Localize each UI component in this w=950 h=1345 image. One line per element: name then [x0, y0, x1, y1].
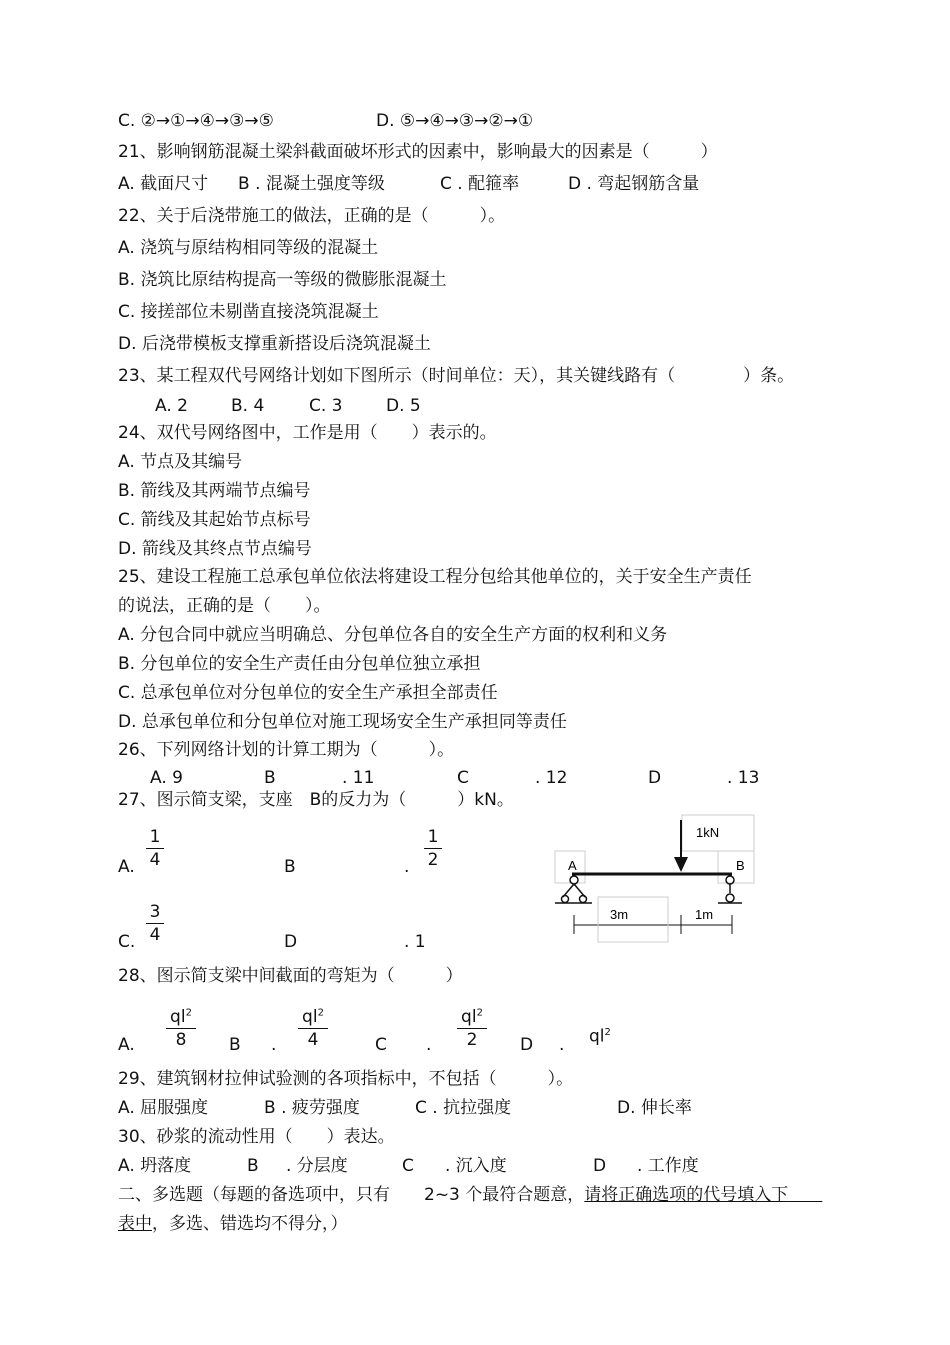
option-a: A. 2 [155, 396, 188, 416]
option-c-dot: . [426, 1035, 432, 1055]
option-d-label: D [520, 1035, 534, 1055]
option-b-label: B [284, 857, 296, 877]
underline-tail [788, 1185, 822, 1205]
option-b: B. 箭线及其两端节点编号 [118, 481, 311, 501]
option-a-fraction [146, 827, 164, 870]
section-heading-text: ，多选、错选均不得分，） [152, 1214, 348, 1234]
option-b: B . 混凝土强度等级 [238, 174, 385, 194]
question-25-cont: 的说法，正确的是（ ）。 [118, 596, 331, 616]
option-d-value [589, 1022, 611, 1048]
fraction-bar [457, 1028, 487, 1029]
option-d-label: D [593, 1156, 607, 1176]
fraction-bar [146, 848, 164, 849]
option-b-fraction [424, 827, 442, 870]
roller-a-right [580, 896, 587, 903]
numerator-text: ql [170, 1006, 186, 1027]
section-heading-underlined: 请将正确选项的代号填入下 [584, 1185, 789, 1205]
exponent: 2 [317, 1007, 324, 1018]
option-a: A. 浇筑与原结构相同等级的混凝土 [118, 238, 379, 258]
section-heading [118, 1184, 822, 1206]
option-c: C . 配箍率 [440, 174, 520, 194]
denominator: 8 [175, 1029, 187, 1050]
option-b: B. 4 [231, 396, 265, 416]
option-d-label: D [648, 768, 662, 788]
exponent: 2 [604, 1027, 611, 1038]
load-arrow-head [674, 857, 688, 872]
simply-supported-beam-figure [550, 812, 760, 947]
numerator: 1 [149, 827, 161, 847]
option-b-label: B [247, 1156, 259, 1176]
numerator [170, 1007, 192, 1027]
option-b: B . 疲劳强度 [264, 1098, 360, 1118]
option-a-label: A. [118, 857, 135, 877]
question-29: 29、建筑钢材拉伸试验测的各项指标中，不包括（ ）。 [118, 1069, 574, 1089]
roller-b [726, 894, 734, 902]
denominator: 2 [466, 1029, 478, 1050]
option-d: D. 箭线及其终点节点编号 [118, 539, 312, 559]
question-24: 24、双代号网络图中，工作是用（ ）表示的。 [118, 423, 497, 443]
section-heading-text: 二、多选题（每题的备选项中，只有 2~3 个最符合题意， [118, 1185, 585, 1205]
option-a-fraction [166, 1003, 196, 1050]
fraction-bar [146, 923, 164, 924]
option-a: A. 坍落度 [118, 1156, 192, 1176]
option-d-value: . 1 [404, 932, 426, 952]
option-b-dot: . [404, 857, 410, 877]
option-a-label: A. [118, 1035, 135, 1055]
option-b: B. 浇筑比原结构提高一等级的微膨胀混凝土 [118, 270, 447, 290]
option-c: C. 总承包单位对分包单位的安全生产承担全部责任 [118, 683, 498, 703]
option-b-label: B [229, 1035, 241, 1055]
support-b-label: B [736, 858, 745, 873]
option-d-dot: . [559, 1035, 565, 1055]
option-d: D . 弯起钢筋含量 [568, 174, 700, 194]
denominator: 4 [307, 1029, 319, 1050]
question-27: 27、图示简支梁，支座 B的反力为（ ）kN。 [118, 790, 514, 810]
option-c-fraction [457, 1003, 487, 1050]
option-a: A. 分包合同中就应当明确总、分包单位各自的安全生产方面的权利和义务 [118, 625, 668, 645]
fraction-bar [298, 1028, 328, 1029]
span-right-label: 1m [695, 907, 714, 922]
option-b-label: B [264, 768, 276, 788]
exponent: 2 [185, 1007, 192, 1018]
roller-a-left [562, 896, 569, 903]
question-28: 28、图示简支梁中间截面的弯矩为（ ） [118, 966, 463, 986]
numerator: 3 [149, 902, 161, 922]
option-c-label: C [457, 768, 469, 788]
option-c-value: . 12 [535, 768, 568, 788]
option-a: A. 截面尺寸 [118, 174, 209, 194]
denominator: 2 [427, 850, 439, 870]
dim-left-box [598, 897, 668, 942]
question-30: 30、砂浆的流动性用（ ）表达。 [118, 1127, 395, 1147]
option-c: C. 接搓部位未剔凿直接浇筑混凝土 [118, 302, 379, 322]
option-c-fraction [146, 902, 164, 945]
numerator [461, 1007, 483, 1027]
option-b: B. 分包单位的安全生产责任由分包单位独立承担 [118, 654, 481, 674]
option-b-dot: . [271, 1035, 277, 1055]
fraction-bar [424, 848, 442, 849]
option-d: D. ⑤→④→③→②→① [376, 111, 534, 131]
option-d-value: . 工作度 [637, 1156, 699, 1176]
option-b-fraction [298, 1003, 328, 1050]
numerator-text: ql [589, 1026, 605, 1047]
option-d: D. 总承包单位和分包单位对施工现场安全生产承担同等责任 [118, 712, 567, 732]
option-b-value: . 分层度 [286, 1156, 348, 1176]
numerator [302, 1007, 324, 1027]
exponent: 2 [476, 1007, 483, 1018]
denominator: 4 [149, 850, 161, 870]
option-c: C. 箭线及其起始节点标号 [118, 510, 311, 530]
span-left-label: 3m [610, 907, 629, 922]
question-22: 22、关于后浇带施工的做法，正确的是（ ）。 [118, 206, 506, 226]
load-label: 1kN [696, 825, 720, 840]
option-a: A. 屈服强度 [118, 1098, 209, 1118]
option-c-label: C [375, 1035, 387, 1055]
option-a: A. 节点及其编号 [118, 452, 243, 472]
option-c-label: C. [118, 932, 136, 952]
option-c: C . 抗拉强度 [415, 1098, 512, 1118]
numerator: 1 [427, 827, 439, 847]
option-c: C. ②→①→④→③→⑤ [118, 111, 274, 131]
support-a-label: A [568, 858, 577, 873]
option-c-label: C [402, 1156, 414, 1176]
option-d: D. 5 [386, 396, 421, 416]
option-d: D. 后浇带模板支撑重新搭设后浇筑混凝土 [118, 334, 431, 354]
fraction-bar [166, 1028, 196, 1029]
question-26: 26、下列网络计划的计算工期为（ ）。 [118, 740, 455, 760]
question-23: 23、某工程双代号网络计划如下图所示（时间单位：天），其关键线路有（ ）条。 [118, 366, 795, 386]
numerator-text: ql [302, 1006, 318, 1027]
numerator-text: ql [461, 1006, 477, 1027]
denominator: 4 [149, 925, 161, 945]
option-c-value: . 沉入度 [445, 1156, 507, 1176]
option-a: A. 9 [150, 768, 183, 788]
question-21: 21、影响钢筋混凝土梁斜截面破坏形式的因素中，影响最大的因素是（ ） [118, 142, 718, 162]
section-heading-underlined: 表中 [118, 1214, 152, 1234]
option-d-label: D [284, 932, 298, 952]
section-heading-cont [118, 1213, 348, 1235]
option-d: D. 伸长率 [617, 1098, 692, 1118]
question-25: 25、建设工程施工总承包单位依法将建设工程分包给其他单位的，关于安全生产责任 [118, 567, 752, 587]
option-d-value: . 13 [727, 768, 760, 788]
option-c: C. 3 [309, 396, 343, 416]
option-b-value: . 11 [342, 768, 375, 788]
